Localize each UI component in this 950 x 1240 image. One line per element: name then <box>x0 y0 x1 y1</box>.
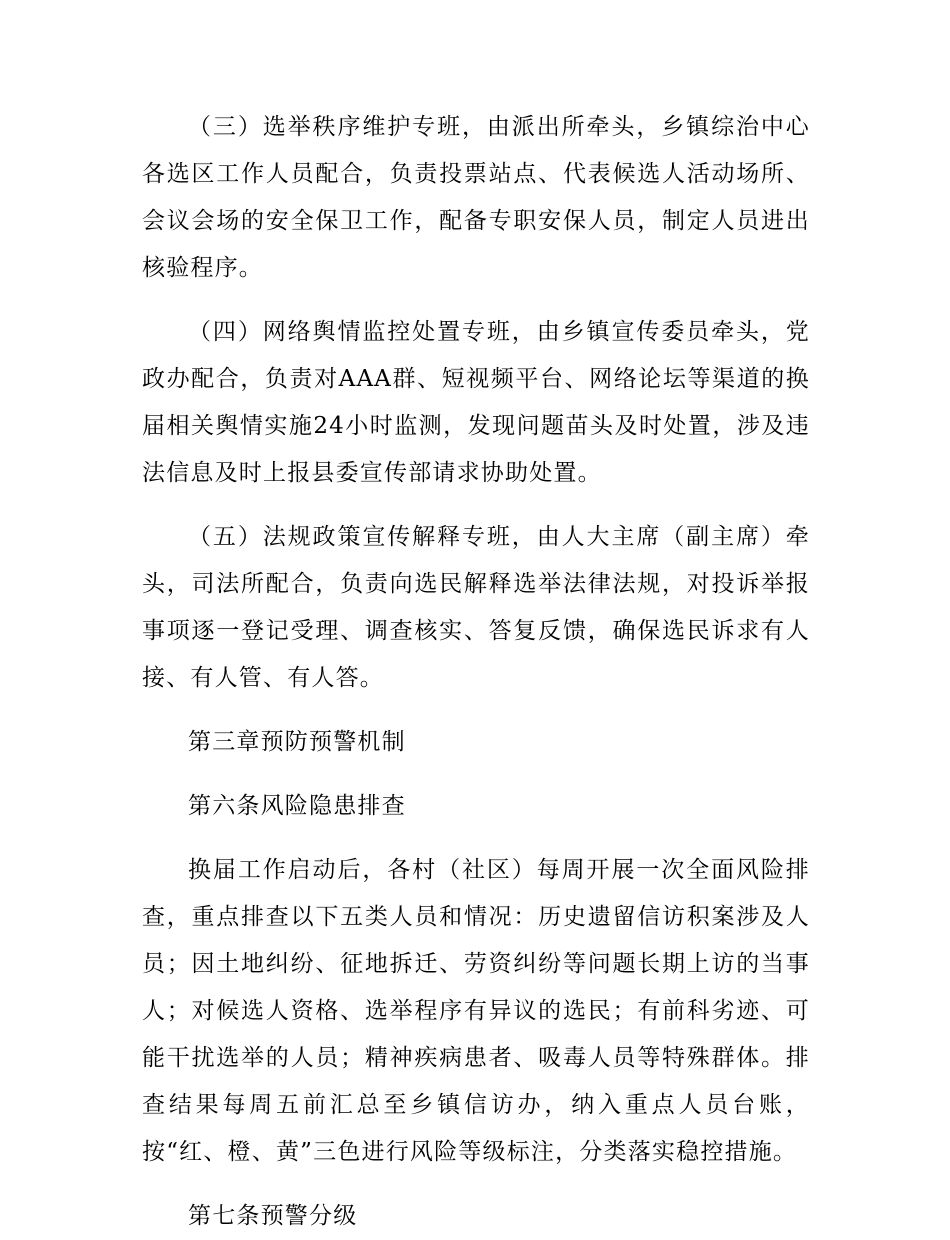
article-heading-6: 第六条风险隐患排查 <box>188 793 406 819</box>
chapter-heading: 第三章预防预警机制 <box>188 729 406 755</box>
document-body <box>142 104 810 1240</box>
paragraph-risk-screening: 换届工作启动后，各村（社区）每周开展一次全面风险排查，重点排查以下五类人员和情况：历史遗留信访积案涉及人员；因土地纠纷、征地拆迁、劳资纠纷等问题长期上访的当事人；对候选人资格、选举程序有异议的选民；有前科劣迹、可能干扰选举的人员；精神疾病患者、吸毒人员等特殊群体。排查结果每周五前汇总至乡镇信访办，纳入重点人员台账，按“红、橙、黄”三色进行风险等级标注，分类落实稳控措施。 <box>142 857 810 1165</box>
paragraph-squad-3: （三）选举秩序维护专班，由派出所牵头，乡镇综治中心各选区工作人员配合，负责投票站点、代表候选人活动场所、会议会场的安全保卫工作，配备专职安保人员，制定人员进出核验程序。 <box>142 114 810 281</box>
article-heading-7: 第七条预警分级 <box>188 1203 358 1229</box>
paragraph-squad-5: （五）法规政策宣传解释专班，由人大主席（副主席）牵头，司法所配合，负责向选民解释选举法律法规，对投诉举报事项逐一登记受理、调查核实、答复反馈，确保选民诉求有人接、有人管、有人答。 <box>142 524 810 691</box>
paragraph-squad-4: （四）网络舆情监控处置专班，由乡镇宣传委员牵头，党政办配合，负责对AAA群、短视频平台、网络论坛等渠道的换届相关舆情实施24小时监测，发现问题苗头及时处置，涉及违法信息及时上报县委宣传部请求协助处置。 <box>142 319 810 486</box>
